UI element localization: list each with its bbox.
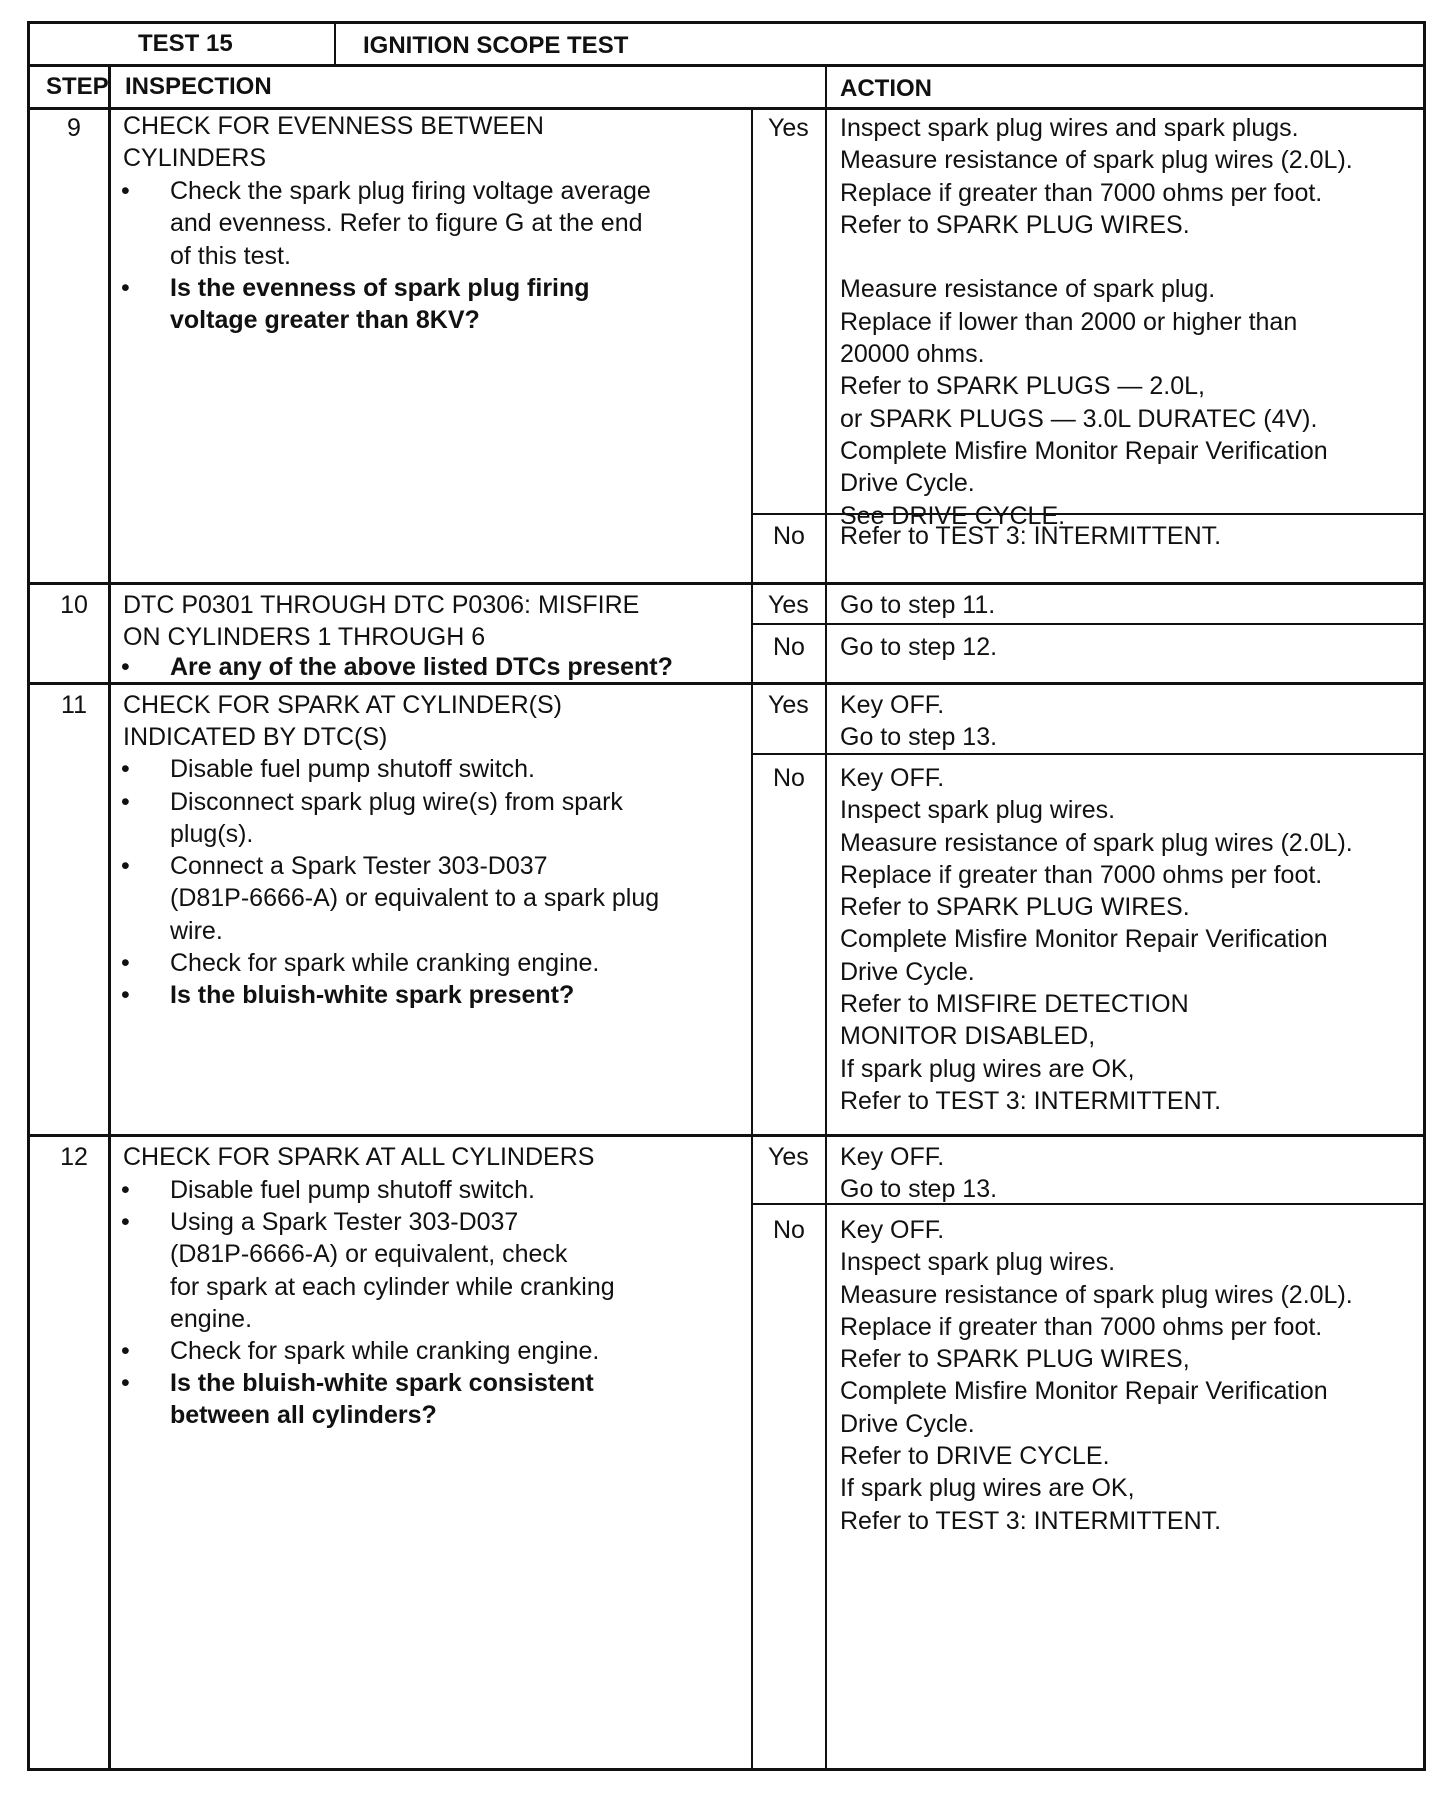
answer-no-label: No	[773, 522, 805, 550]
answer-yes-label: Yes	[768, 114, 809, 142]
step-number: 12	[60, 1143, 88, 1171]
step-number: 11	[61, 691, 87, 719]
answer-yes-label: Yes	[768, 1143, 809, 1171]
answer-no-label: No	[773, 633, 805, 661]
action-no: Key OFF. Inspect spark plug wires. Measure resistance of spark plug wires (2.0L). Replace if greater than 7000 ohms per foot. Refer to SPARK PLUG WIRES. Complete Misfire Monitor Repair Verification Drive Cycle. Refer to MISFIRE DETECTION MONITOR DISABLED, If spark plug wires are OK, Refer to TEST 3: INTERMITTENT.	[840, 764, 1353, 1115]
bullet-icon: •	[121, 653, 130, 681]
action-no: Go to step 12.	[840, 633, 998, 661]
bullet-icon: •	[121, 177, 130, 205]
col-action-header: ACTION	[840, 75, 932, 102]
step-number: 10	[60, 591, 88, 619]
col-step-header: STEP	[46, 73, 109, 100]
test-title: IGNITION SCOPE TEST	[363, 32, 629, 59]
bullet-icon: •	[121, 1369, 130, 1397]
inspection-question: Is the evenness of spark plug firing voltage greater than 8KV?	[170, 274, 590, 335]
inspection-bullet: Check the spark plug firing voltage average and evenness. Refer to figure G at the end of this test.	[170, 177, 651, 270]
answer-no-label: No	[773, 1216, 805, 1244]
bullet-icon: •	[121, 755, 130, 783]
inspection-bullet: Disable fuel pump shutoff switch.	[170, 1176, 536, 1204]
action-yes: Key OFF. Go to step 13.	[840, 691, 998, 752]
inspection-question: Are any of the above listed DTCs present?	[170, 653, 673, 681]
step-heading: DTC P0301 THROUGH DTC P0306: MISFIRE ON CYLINDERS 1 THROUGH 6	[123, 591, 640, 652]
action-yes: Inspect spark plug wires and spark plugs. Measure resistance of spark plug wires (2.0L). Replace if greater than 7000 ohms per foot. Refer to SPARK PLUG WIRES. Measure resistance of spark plug. Replace if lower than 2000 or higher than 20000 ohms. Refer to SPARK PLUGS — 2.0L, or SPARK PLUGS — 3.0L DURATEC (4V). Complete Misfire Monitor Repair Verification Drive Cycle. See DRIVE CYCLE.	[840, 114, 1353, 530]
step-number: 9	[67, 114, 81, 142]
action-yes: Key OFF. Go to step 13.	[840, 1143, 998, 1204]
diagnostic-table	[27, 21, 1426, 1771]
inspection-question: Is the bluish-white spark consistent between all cylinders?	[170, 1369, 594, 1430]
test-number: TEST 15	[138, 30, 233, 57]
bullet-icon: •	[121, 852, 130, 880]
step-heading: CHECK FOR SPARK AT CYLINDER(S) INDICATED BY DTC(S)	[123, 691, 562, 752]
inspection-bullet: Disable fuel pump shutoff switch.	[170, 755, 536, 783]
inspection-bullet: Using a Spark Tester 303-D037 (D81P-6666-A) or equivalent, check for spark at each cylinder while cranking engine.	[170, 1208, 615, 1333]
answer-yes-label: Yes	[768, 591, 809, 619]
bullet-icon: •	[121, 788, 130, 816]
bullet-icon: •	[121, 981, 130, 1009]
inspection-bullet: Disconnect spark plug wire(s) from spark plug(s).	[170, 788, 623, 849]
bullet-icon: •	[121, 1208, 130, 1236]
answer-yes-label: Yes	[768, 691, 809, 719]
inspection-bullet: Check for spark while cranking engine.	[170, 949, 600, 977]
inspection-question: Is the bluish-white spark present?	[170, 981, 575, 1009]
bullet-icon: •	[121, 274, 130, 302]
step-heading: CHECK FOR EVENNESS BETWEEN CYLINDERS	[123, 112, 544, 173]
action-no: Refer to TEST 3: INTERMITTENT.	[840, 522, 1222, 550]
action-no: Key OFF. Inspect spark plug wires. Measure resistance of spark plug wires (2.0L). Replace if greater than 7000 ohms per foot. Refer to SPARK PLUG WIRES, Complete Misfire Monitor Repair Verification Drive Cycle. Refer to DRIVE CYCLE. If spark plug wires are OK, Refer to TEST 3: INTERMITTENT.	[840, 1216, 1353, 1535]
bullet-icon: •	[121, 949, 130, 977]
inspection-bullet: Connect a Spark Tester 303-D037 (D81P-6666-A) or equivalent to a spark plug wire.	[170, 852, 660, 945]
step-heading: CHECK FOR SPARK AT ALL CYLINDERS	[123, 1143, 595, 1171]
inspection-bullet: Check for spark while cranking engine.	[170, 1337, 600, 1365]
col-inspection-header: INSPECTION	[125, 73, 272, 100]
bullet-icon: •	[121, 1176, 130, 1204]
answer-no-label: No	[773, 764, 805, 792]
bullet-icon: •	[121, 1337, 130, 1365]
action-yes: Go to step 11.	[840, 591, 996, 619]
